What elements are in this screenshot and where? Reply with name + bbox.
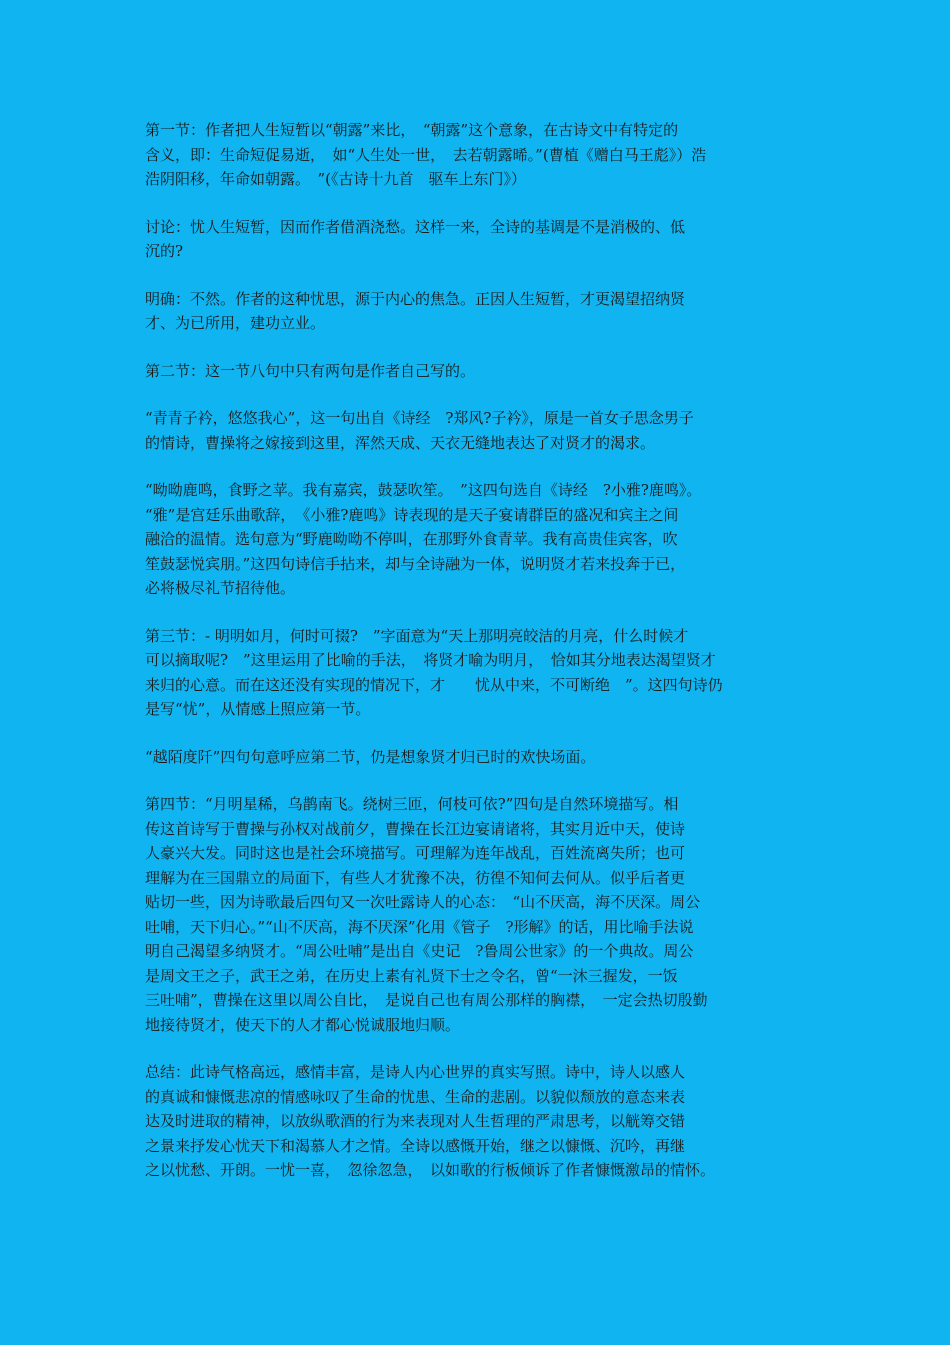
paragraph-discussion [145, 215, 810, 264]
text-line: 地接待贤才，使天下的人才都心悦诚服地归顺。 [145, 1015, 461, 1034]
paragraph-section-four [145, 792, 810, 1037]
text-line: 总结：此诗气格高远，感情丰富，是诗人内心世界的真实写照。诗中，诗人以感人 [145, 1063, 686, 1081]
text-line: 的情诗，曹操将之嫁接到这里，浑然天成、天衣无缝地表达了对贤才的渴求。 [145, 433, 656, 452]
text-line: 笙鼓瑟悦宾朋。”这四句诗信手拈来，却与全诗融为一体，说明贤才若来投奔于已， [145, 554, 686, 573]
text-line: 浩阴阳移，年命如朝露。 ”(《古诗十九首 驱车上东门》） [145, 170, 527, 188]
text-line: 明确：不然。作者的这种忧思，源于内心的焦急。正因人生短暂，才更渴望招纳贤 [145, 289, 686, 308]
text-line: 才、为已所用，建功立业。 [145, 314, 326, 332]
text-line: 可以摘取呢? ”这里运用了比喻的手法， 将贤才喻为明月， 恰如其分地表达渴望贤才 [145, 651, 716, 669]
text-line: 达及时进取的精神，以放纵歌酒的行为来表现对人生哲理的严肃思考，以觥筹交错 [145, 1112, 686, 1130]
text-line: 人豪兴大发。同时这也是社会环境描写。可理解为连年战乱，百姓流离失所；也可 [145, 844, 686, 862]
text-line: 是周文王之子，武王之弟，在历史上素有礼贤下士之令名，曾“一沐三握发，一饭 [145, 966, 678, 985]
text-line: 沉的? [145, 242, 184, 260]
document-body [145, 118, 810, 1206]
text-line: 的真诚和慷慨悲凉的情感咏叹了生命的忧患、生命的悲剧。以貌似颓放的意态来表 [145, 1087, 686, 1106]
paragraph-qingqing-zijin [145, 406, 810, 455]
text-line: 讨论：忧人生短暂，因而作者借酒浇愁。这样一来，全诗的基调是不是消极的、低 [145, 217, 686, 236]
text-line: 贴切一些，因为诗歌最后四句又一次吐露诗人的心态： “山不厌高，海不厌深。周公 [145, 893, 701, 911]
text-line: 理解为在三国鼎立的局面下，有些人才犹豫不决，彷徨不知何去何从。似乎后者更 [145, 868, 686, 887]
text-line: 之景来抒发心忧天下和渴慕人才之情。全诗以感慨开始，继之以慷慨、沉吟，再继 [145, 1136, 686, 1155]
paragraph-clarification [145, 287, 810, 336]
text-line: 三吐哺”，曹操在这里以周公自比， 是说自己也有周公那样的胸襟， 一定会热切殷勤 [145, 991, 708, 1009]
paragraph-section-three [145, 624, 810, 722]
paragraph-summary [145, 1060, 810, 1183]
text-line: “呦呦鹿鸣，食野之苹。我有嘉宾，鼓瑟吹笙。 ”这四句选自《诗经 ?小雅?鹿鸣》。 [145, 481, 702, 499]
text-line: 第四节：“月明星稀，乌鹊南飞。绕树三匝，何枝可依?”四句是自然环境描写。相 [145, 795, 679, 813]
text-line: 传这首诗写于曹操与孙权对战前夕，曹操在长江边宴请诸将，其实月近中天，使诗 [145, 819, 686, 838]
text-line: “越陌度阡”四句句意呼应第二节，仍是想象贤才归已时的欢快场面。 [145, 747, 596, 766]
text-line: “雅”是宫廷乐曲歌辞， 《小雅?鹿鸣》诗表现的是天子宴请群臣的盛况和宾主之间 [145, 505, 679, 524]
text-line: 第三节：- 明明如月，何时可掇? ”字面意为“天上那明亮皎洁的月亮，什么时候才 [145, 626, 689, 645]
paragraph-yuemo-duqian [145, 745, 810, 770]
text-line: 是写“忧”，从情感上照应第一节。 [145, 700, 371, 718]
paragraph-section-one [145, 118, 810, 192]
text-line: 来归的心意。而在这还没有实现的情况下，才 忧从中来，不可断绝 ”。这四句诗仍 [145, 675, 723, 694]
paragraph-youyou-luming [145, 478, 810, 601]
paragraph-section-two [145, 359, 810, 384]
text-line: 吐哺，天下归心。”“山不厌高，海不厌深”化用《管子 ?形解》的话，用比喻手法说 [145, 917, 694, 936]
text-line: 明自己渴望多纳贤才。“周公吐哺”是出自《史记 ?鲁周公世家》的一个典故。周公 [145, 942, 694, 960]
text-line: 必将极尽礼节招待他。 [145, 579, 296, 597]
text-line: 第一节：作者把人生短暂以“朝露”来比， “朝露”这个意象，在古诗文中有特定的 [145, 121, 679, 139]
text-line: 含义，即：生命短促易逝， 如“人生处一世， 去若朝露晞。”(曹植《赠白马王彪》）浩 [145, 145, 707, 164]
text-line: 之以忧愁、开朗。一忧一喜， 忽徐忽急， 以如歌的行板倾诉了作者慷慨激昂的情怀。 [145, 1161, 716, 1179]
text-line: 第二节：这一节八句中只有两句是作者自己写的。 [145, 361, 476, 380]
text-line: 融洽的温情。选句意为“野鹿呦呦不停叫，在那野外食青苹。我有高贵佳宾客，吹 [145, 530, 678, 548]
text-line: “青青子衿，悠悠我心”，这一句出自《诗经 ?郑风?子衿》，原是一首女子思念男子 [145, 409, 694, 427]
